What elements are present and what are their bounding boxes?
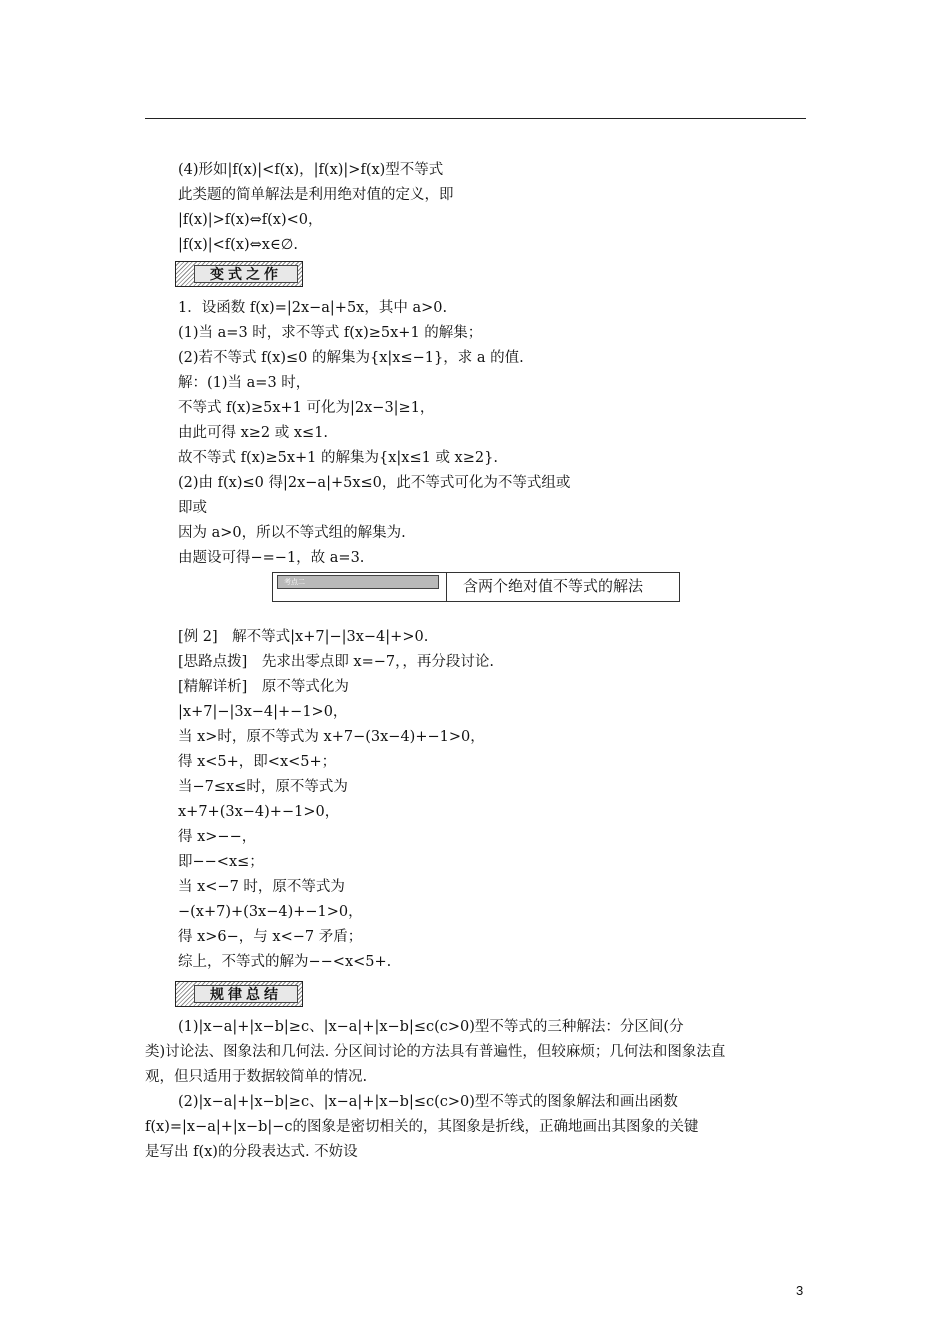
text-line: 由题设可得−=−1，故 a=3. [178,550,365,566]
summary-line: 类)讨论法、图象法和几何法. 分区间讨论的方法具有普遍性，但较麻烦；几何法和图象法直 [145,1044,726,1060]
text-line: 当−7≤x≤时，原不等式为 [178,779,348,795]
summary-line: f(x)=|x−a|+|x−b|−c的图象是密切相关的，其图象是折线，正确地画出其图象的关键 [145,1119,699,1135]
banner-label: 变式之作 [194,265,298,283]
text-line: 不等式 f(x)≥5x+1 可化为|2x−3|≥1， [178,400,435,416]
knowledge-point-title: 含两个绝对值不等式的解法 [463,577,644,595]
text-line: [精解详析] 原不等式化为 [178,679,349,695]
text-line: x+7+(3x−4)+−1>0， [178,804,340,820]
text-line: −(x+7)+(3x−4)+−1>0， [178,904,363,920]
text-line: (2)由 f(x)≤0 得|2x−a|+5x≤0，此不等式可化为不等式组或 [178,475,571,491]
page-number: 3 [796,1283,804,1298]
text-line: 1．设函数 f(x)=|2x−a|+5x，其中 a>0. [178,300,448,316]
knowledge-point-tag: 考点二 [277,575,439,589]
text-line: [思路点拨] 先求出零点即 x=−7，，再分段讨论. [178,654,494,670]
knowledge-point-box [272,572,680,602]
text-line: |f(x)|<f(x)⇔x∈∅. [178,237,298,253]
text-line: 此类题的简单解法是利用绝对值的定义，即 [178,187,454,203]
text-line: 得 x>−−， [178,829,257,845]
text-line: (2)若不等式 f(x)≤0 的解集为{x|x≤−1}，求 a 的值. [178,350,524,366]
text-line: 解：(1)当 a=3 时， [178,375,311,391]
text-line: 因为 a>0，所以不等式组的解集为. [178,525,406,541]
summary-line: (1)|x−a|+|x−b|≥c、|x−a|+|x−b|≤c(c>0)型不等式的三种解法：分区间(分 [178,1019,684,1035]
text-line: |x+7|−|3x−4|+−1>0， [178,704,348,720]
text-line: 即或 [178,500,207,516]
text-line: 故不等式 f(x)≥5x+1 的解集为{x|x≤1 或 x≥2}. [178,450,498,466]
text-line: 当 x>时，原不等式为 x+7−(3x−4)+−1>0， [178,729,485,745]
text-line: |f(x)|>f(x)⇔f(x)<0， [178,212,323,228]
text-line: 即−−<x≤； [178,854,264,870]
text-line: 综上，不等式的解为−−<x<5+. [178,954,392,970]
text-line: [例 2] 解不等式|x+7|−|3x−4|+>0. [178,629,429,645]
header-rule [145,118,806,119]
summary-line: 观，但只适用于数据较简单的情况. [145,1069,368,1085]
summary-line: (2)|x−a|+|x−b|≥c、|x−a|+|x−b|≤c(c>0)型不等式的图象解法和画出函数 [178,1094,678,1110]
text-line: (1)当 a=3 时，求不等式 f(x)≥5x+1 的解集； [178,325,483,341]
text-line: 由此可得 x≥2 或 x≤1. [178,425,329,441]
text-line: (4)形如|f(x)|<f(x)，|f(x)|>f(x)型不等式 [178,162,444,178]
summary-line: 是写出 f(x)的分段表达式. 不妨设 [145,1144,358,1160]
section-banner-variant [175,261,303,287]
banner-label: 规律总结 [194,985,298,1003]
text-line: 得 x>6−，与 x<−7 矛盾； [178,929,363,945]
text-line: 得 x<5+，即<x<5+； [178,754,337,770]
section-banner-summary [175,981,303,1007]
box-divider [446,573,447,601]
text-line: 当 x<−7 时，原不等式为 [178,879,345,895]
